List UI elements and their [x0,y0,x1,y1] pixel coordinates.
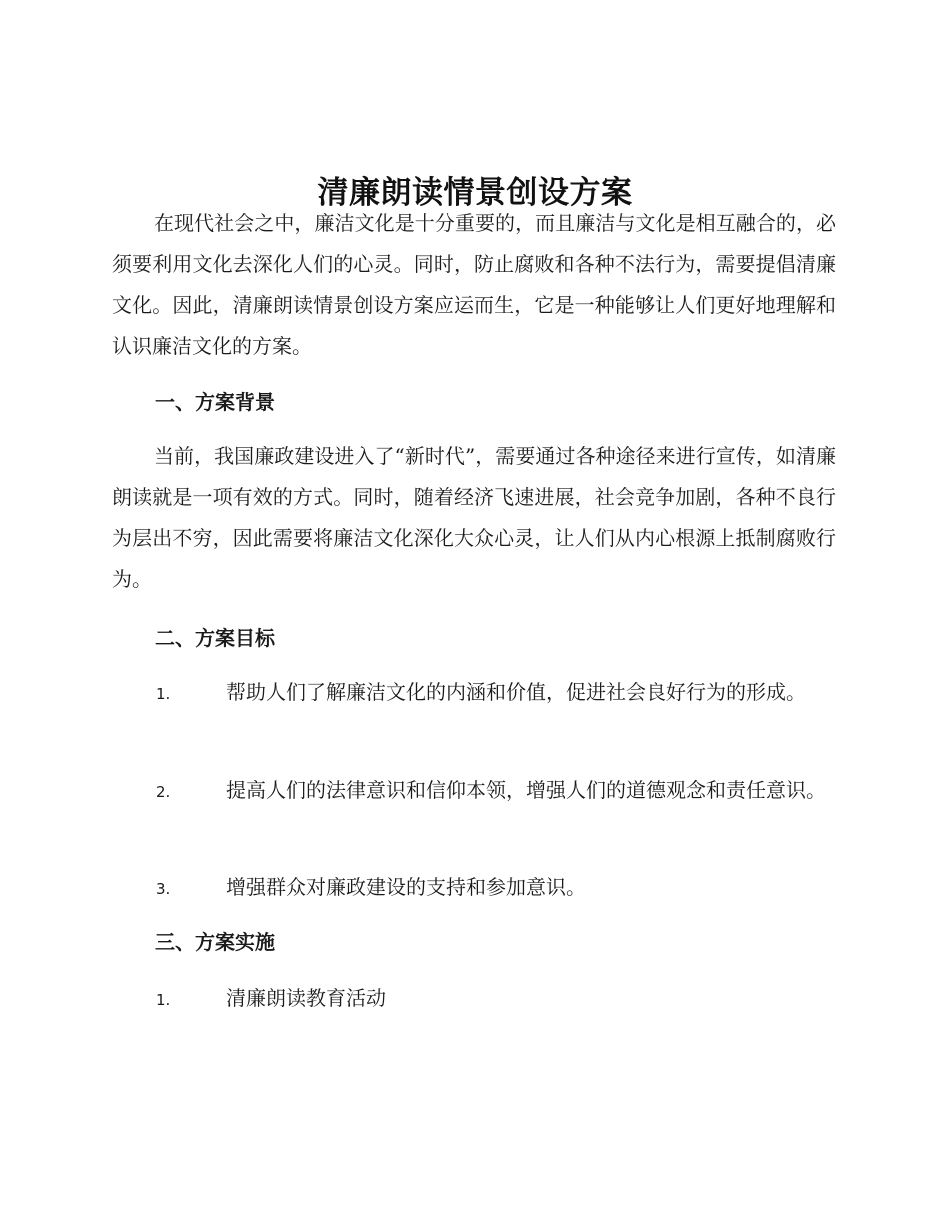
section-heading-implementation: 三、方案实施 [155,930,275,954]
goal-item-number: 2. [156,783,171,801]
goal-item-number: 3. [156,880,171,898]
goal-item-1 [112,669,836,717]
implementation-item-number: 1. [156,991,171,1009]
implementation-item-1 [112,975,836,1023]
implementation-item-text: 清廉朗读教育活动 [226,986,386,1010]
goal-item-2 [112,767,836,815]
goal-item-number: 1. [156,685,171,703]
section-heading-background: 一、方案背景 [155,390,275,414]
background-paragraph: 当前，我国廉政建设进入了“新时代”，需要通过各种途径来进行宣传，如清廉朗读就是一项有效的方式。同时，随着经济飞速进展，社会竞争加剧，各种不良行为层出不穷，因此需要将廉洁文化深化大众心灵，让人们从内心根源上抵制腐败行为。 [112,444,836,591]
intro-paragraph: 在现代社会之中，廉洁文化是十分重要的，而且廉洁与文化是相互融合的，必须要利用文化去深化人们的心灵。同时，防止腐败和各种不法行为，需要提倡清廉文化。因此，清廉朗读情景创设方案应运而生，它是一种能够让人们更好地理解和认识廉洁文化的方案。 [112,211,836,358]
goal-item-text: 帮助人们了解廉洁文化的内涵和价值，促进社会良好行为的形成。 [226,680,806,704]
page-title: 清廉朗读情景创设方案 [317,174,633,211]
section-heading-goals: 二、方案目标 [155,626,275,650]
goal-item-text: 提高人们的法律意识和信仰本领，增强人们的道德观念和责任意识。 [226,778,826,802]
goal-item-text: 增强群众对廉政建设的支持和参加意识。 [226,875,586,899]
goal-item-3 [112,864,836,912]
